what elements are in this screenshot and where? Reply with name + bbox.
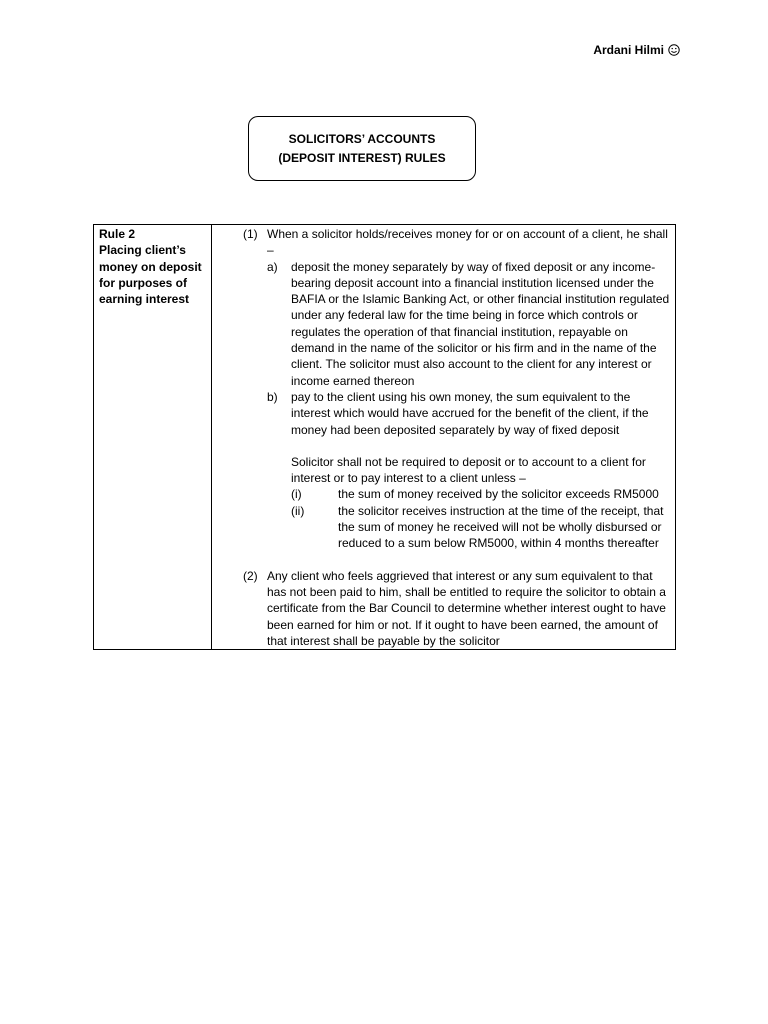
sub-point-text: pay to the client using his own money, the sum equivalent to the interest which would have accrued for the benefit of the client, if the money had been deposited separately by way of fixed deposit (291, 389, 649, 437)
document-title: SOLICITORS’ ACCOUNTS (DEPOSIT INTEREST) RULES (278, 131, 446, 165)
condition-i (291, 486, 670, 502)
exception-paragraph: Solicitor shall not be required to deposit or to account to a client for interest or to pay interest to a client unless – (291, 454, 646, 486)
condition-text: the solicitor receives instruction at the time of the receipt, that the sum of money he received will not be wholly disbursed or reduced to a sum below RM5000, within 4 months thereafter (338, 503, 664, 551)
point-text: When a solicitor holds/receives money for or on account of a client, he shall – (267, 227, 668, 258)
condition-number: (ii) (291, 503, 305, 518)
author-text: Ardani Hilmi (593, 43, 664, 57)
sub-point-number: b) (267, 389, 278, 404)
point-number: (1) (243, 227, 258, 241)
condition-ii (291, 503, 670, 552)
rule-heading: Placing client’s money on deposit for purposes of earning interest (99, 243, 202, 307)
point-number: (2) (243, 568, 258, 583)
author-name (593, 43, 680, 57)
rule-number: Rule 2 (99, 227, 136, 241)
smiley-icon (668, 44, 680, 56)
point-1 (217, 226, 670, 259)
sub-point-number: a) (267, 259, 278, 274)
condition-text: the sum of money received by the solicitor exceeds RM5000 (338, 487, 659, 502)
sub-point-a (267, 259, 670, 389)
rules-table (93, 224, 676, 650)
point-2 (217, 568, 670, 649)
point-text: Any client who feels aggrieved that interest or any sum equivalent to that has not been paid to him, shall be entitled to require the solicitor to obtain a certificate from the Bar Council to determine whether interest ought to have been earned for him or not. If it ought to have been earned, the amount of that interest shall be payable by the solicitor (267, 568, 666, 648)
rule-body-cell (212, 225, 676, 650)
sub-point-text: deposit the money separately by way of fixed deposit or any income-bearing deposit account into a financial institution licensed under the BAFIA or the Islamic Banking Act, or other financial institution regulated under any federal law for the time being in force which controls or regulates the operation of that financial institution, repayable on demand in the name of the solicitor or his firm and in the name of the client. The solicitor must also account to the client for any interest or income earned thereon (291, 259, 670, 388)
rule-label-cell (94, 225, 212, 650)
document-title-box (248, 116, 476, 181)
sub-point-b (267, 389, 670, 438)
table-row (94, 225, 676, 650)
condition-number: (i) (291, 487, 302, 502)
